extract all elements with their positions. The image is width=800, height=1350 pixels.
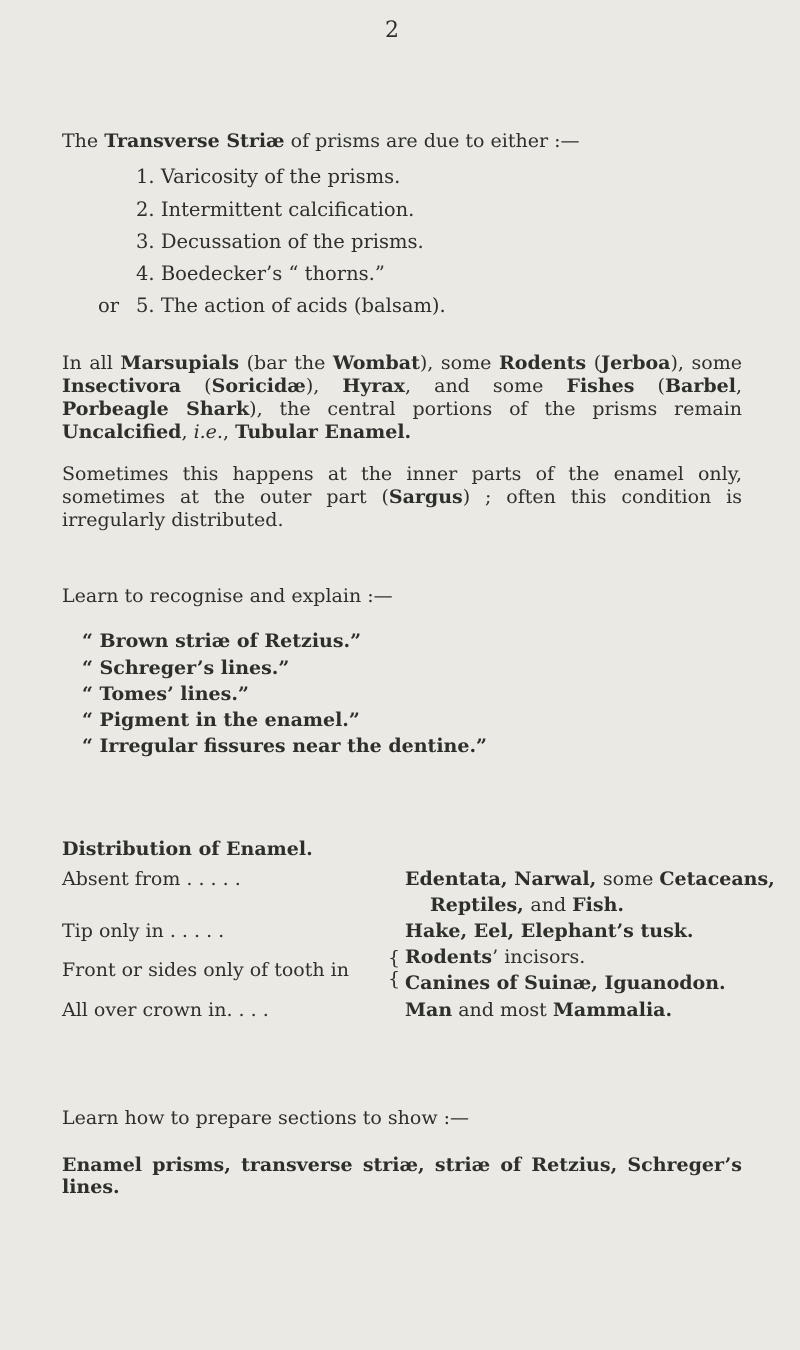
transverse-term: Transverse Striæ <box>104 130 285 152</box>
distribution-heading: Distribution of Enamel. <box>62 838 313 860</box>
brace-glyph: { { <box>388 947 401 990</box>
absent-value-cont: Reptiles, and Fish. <box>430 894 625 916</box>
list-item: “ Schreger’s lines.” <box>82 657 290 679</box>
prepare-heading: Learn how to prepare sections to show :— <box>62 1107 470 1129</box>
tip-label: Tip only in . . . . . <box>62 920 225 942</box>
list-item: 2. Intermittent calcification. <box>136 198 415 221</box>
absent-value: Edentata, Narwal, some Cetaceans, <box>405 868 775 890</box>
transverse-intro: The Transverse Striæ of prisms are due to either :— <box>62 130 580 152</box>
list-item: or 5. The action of acids (balsam). <box>98 294 446 317</box>
allover-label: All over crown in. . . . <box>62 999 269 1021</box>
prepare-paragraph: Enamel prisms, transverse striæ, striæ of Retzius, Schreger’s lines. <box>62 1154 742 1198</box>
front-label: Front or sides only of tooth in <box>62 959 349 981</box>
tip-value: Hake, Eel, Elephant’s tusk. <box>405 920 694 942</box>
list-item: “ Pigment in the enamel.” <box>82 709 360 731</box>
list-item: 3. Decussation of the prisms. <box>136 230 424 253</box>
allover-value: Man and most Mammalia. <box>405 999 673 1021</box>
front-value: Rodents’ incisors. <box>405 946 586 968</box>
recognise-heading: Learn to recognise and explain :— <box>62 585 393 607</box>
sometimes-paragraph: Sometimes this happens at the inner parts of the enamel only, sometimes at the outer part (Sargus) ; often this condition is irregularly distributed. <box>62 463 742 531</box>
list-item: “ Irregular fissures near the dentine.” <box>82 735 487 757</box>
front-value-cont: Canines of Suinæ, Iguanodon. <box>405 972 726 994</box>
list-item: “ Brown striæ of Retzius.” <box>82 630 362 652</box>
list-item: “ Tomes’ lines.” <box>82 683 249 705</box>
list-item: 4. Boedecker’s “ thorns.” <box>136 262 385 285</box>
absent-label: Absent from . . . . . <box>62 868 241 890</box>
tubular-enamel-paragraph: In all Marsupials (bar the Wombat), some Rodents (Jerboa), some Insectivora (Soricidæ), Hyrax, and some Fishes (Barbel, Porbeagle Shark), the central portions of the prisms remain Uncalcified, i.e., Tubular Enamel. <box>62 352 743 443</box>
list-item: 1. Varicosity of the prisms. <box>136 165 401 188</box>
page-number: 2 <box>385 18 399 43</box>
